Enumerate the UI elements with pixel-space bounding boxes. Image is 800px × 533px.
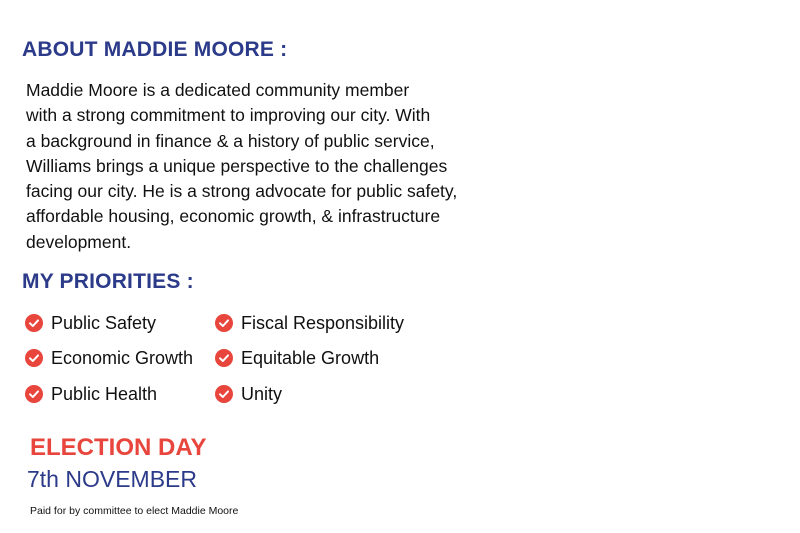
priority-item-public-safety	[25, 311, 156, 335]
check-circle-icon	[25, 385, 43, 403]
paid-for-disclaimer: Paid for by committee to elect Maddie Moore	[30, 505, 239, 517]
priority-label: Economic Growth	[51, 347, 194, 368]
priority-label: Equitable Growth	[241, 347, 380, 368]
check-circle-icon	[215, 385, 233, 403]
priority-label: Public Safety	[51, 312, 157, 333]
check-circle-icon	[25, 349, 43, 367]
priority-item-unity	[215, 382, 282, 406]
about-line: development.	[26, 231, 132, 252]
about-line: facing our city. He is a strong advocate for public safety,	[26, 181, 458, 202]
election-date: 7th NOVEMBER	[27, 466, 197, 492]
about-line: Williams brings a unique perspective to the challenges	[26, 155, 448, 176]
election-day-title: ELECTION DAY	[30, 434, 207, 461]
priority-label: Public Health	[51, 383, 158, 404]
priority-item-public-health	[25, 382, 157, 406]
about-line: affordable housing, economic growth, & infrastructure	[26, 206, 441, 227]
check-circle-icon	[25, 314, 43, 332]
priority-label: Fiscal Responsibility	[241, 312, 405, 333]
priority-item-economic-growth	[25, 346, 193, 370]
about-heading: ABOUT MADDIE MOORE :	[22, 38, 288, 61]
about-paragraph	[26, 78, 506, 255]
priority-item-fiscal-responsibility	[215, 311, 404, 335]
priority-label: Unity	[241, 383, 283, 404]
priorities-heading: MY PRIORITIES :	[22, 270, 194, 293]
about-line: with a strong commitment to improving our city. With	[26, 105, 431, 126]
check-circle-icon	[215, 314, 233, 332]
check-circle-icon	[215, 349, 233, 367]
priority-item-equitable-growth	[215, 346, 379, 370]
about-line: a background in finance & a history of public service,	[26, 130, 435, 151]
about-line: Maddie Moore is a dedicated community member	[26, 80, 410, 100]
